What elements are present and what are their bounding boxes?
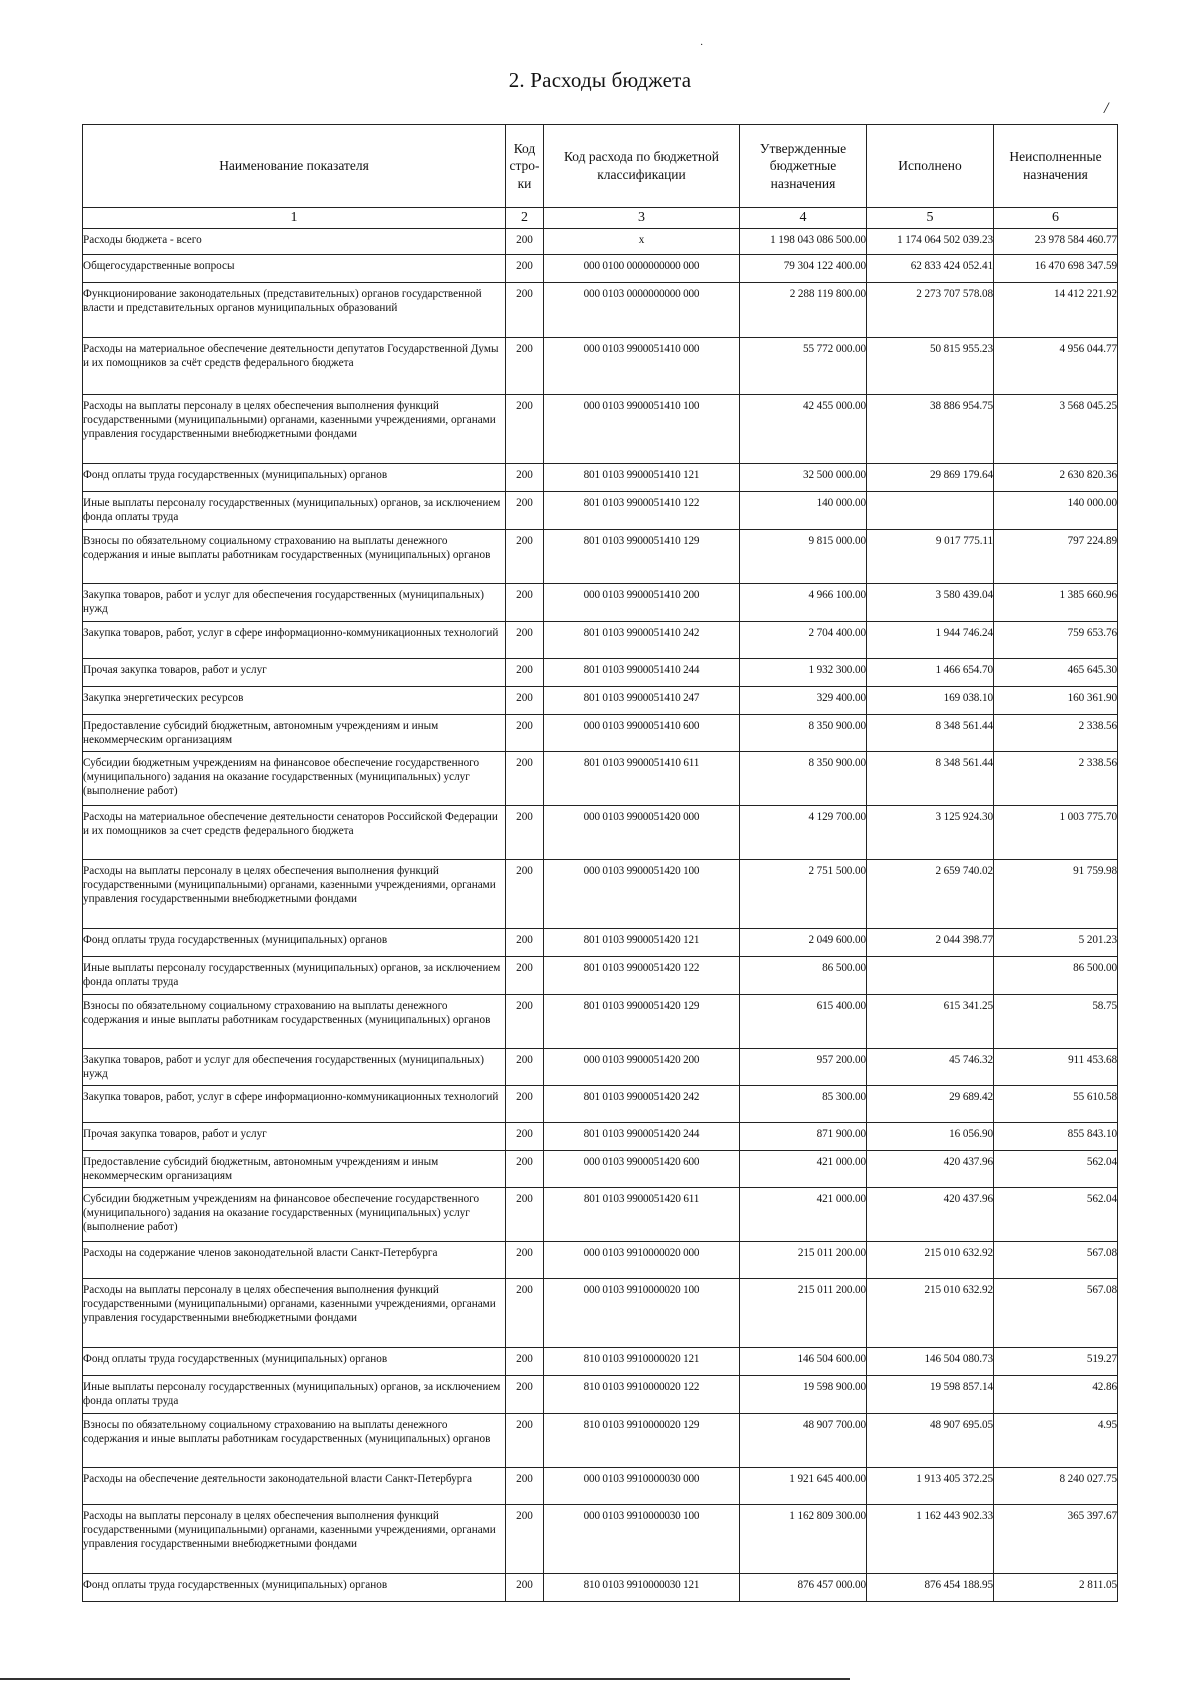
column-number: 2 <box>506 208 544 229</box>
row-indicator-name: Взносы по обязательному социальному страхованию на выплаты денежного содержания и иные выплаты работникам государственных (муниципальных) органов <box>83 995 506 1049</box>
row-unexecuted-amount: 16 470 698 347.59 <box>994 255 1118 283</box>
row-line-code: 200 <box>506 338 544 395</box>
row-indicator-name: Фонд оплаты труда государственных (муниципальных) органов <box>83 929 506 957</box>
row-classification-code: 801 0103 9900051410 122 <box>544 492 740 530</box>
row-indicator-name: Предоставление субсидий бюджетным, автономным учреждениям и иным некоммерческим организациям <box>83 1151 506 1188</box>
row-line-code: 200 <box>506 1468 544 1505</box>
table-row <box>83 1414 1118 1468</box>
column-number-row <box>83 208 1118 229</box>
table-row <box>83 464 1118 492</box>
row-indicator-name: Функционирование законодательных (представительных) органов государственной власти и представительных органов муниципальных образований <box>83 283 506 338</box>
table-row <box>83 1574 1118 1602</box>
row-executed-amount: 2 659 740.02 <box>867 860 994 929</box>
row-line-code: 200 <box>506 1279 544 1348</box>
table-body <box>83 229 1118 1602</box>
table-row <box>83 283 1118 338</box>
row-indicator-name: Фонд оплаты труда государственных (муниципальных) органов <box>83 1348 506 1376</box>
row-classification-code: 801 0103 9900051420 122 <box>544 957 740 995</box>
row-indicator-name: Закупка товаров, работ, услуг в сфере информационно-коммуникационных технологий <box>83 1086 506 1123</box>
row-executed-amount: 146 504 080.73 <box>867 1348 994 1376</box>
row-unexecuted-amount: 759 653.76 <box>994 622 1118 659</box>
header-classification-code: Код расхода по бюджетной классификации <box>544 125 740 208</box>
row-approved-amount: 55 772 000.00 <box>740 338 867 395</box>
table-row <box>83 1348 1118 1376</box>
table-row <box>83 659 1118 687</box>
table-row <box>83 752 1118 806</box>
row-executed-amount: 45 746.32 <box>867 1049 994 1086</box>
row-unexecuted-amount: 5 201.23 <box>994 929 1118 957</box>
row-approved-amount: 1 921 645 400.00 <box>740 1468 867 1505</box>
row-unexecuted-amount: 3 568 045.25 <box>994 395 1118 464</box>
row-line-code: 200 <box>506 687 544 715</box>
row-indicator-name: Фонд оплаты труда государственных (муниципальных) органов <box>83 464 506 492</box>
row-classification-code: 810 0103 9910000020 121 <box>544 1348 740 1376</box>
row-classification-code: 801 0103 9900051420 244 <box>544 1123 740 1151</box>
row-classification-code: 000 0103 9910000020 000 <box>544 1242 740 1279</box>
table-row <box>83 929 1118 957</box>
row-classification-code: 000 0103 9900051420 600 <box>544 1151 740 1188</box>
row-indicator-name: Субсидии бюджетным учреждениям на финансовое обеспечение государственного (муниципального) задания на оказание государственных (муниципальных) услуг (выполнение работ) <box>83 1188 506 1242</box>
table-row <box>83 492 1118 530</box>
row-line-code: 200 <box>506 395 544 464</box>
row-approved-amount: 19 598 900.00 <box>740 1376 867 1414</box>
table-row <box>83 229 1118 255</box>
expenditures-table <box>82 124 1118 1602</box>
row-approved-amount: 957 200.00 <box>740 1049 867 1086</box>
table-row <box>83 687 1118 715</box>
row-executed-amount: 420 437.96 <box>867 1188 994 1242</box>
row-indicator-name: Закупка товаров, работ и услуг для обеспечения государственных (муниципальных) нужд <box>83 584 506 622</box>
row-executed-amount: 876 454 188.95 <box>867 1574 994 1602</box>
row-executed-amount: 19 598 857.14 <box>867 1376 994 1414</box>
row-unexecuted-amount: 1 003 775.70 <box>994 806 1118 860</box>
row-classification-code: 000 0103 9900051410 100 <box>544 395 740 464</box>
row-executed-amount: 16 056.90 <box>867 1123 994 1151</box>
row-executed-amount: 29 689.42 <box>867 1086 994 1123</box>
table-row <box>83 1123 1118 1151</box>
row-approved-amount: 9 815 000.00 <box>740 530 867 584</box>
row-executed-amount: 50 815 955.23 <box>867 338 994 395</box>
row-executed-amount: 169 038.10 <box>867 687 994 715</box>
row-line-code: 200 <box>506 283 544 338</box>
row-approved-amount: 1 932 300.00 <box>740 659 867 687</box>
row-unexecuted-amount: 567.08 <box>994 1242 1118 1279</box>
row-classification-code: 801 0103 9900051410 247 <box>544 687 740 715</box>
row-line-code: 200 <box>506 530 544 584</box>
row-indicator-name: Субсидии бюджетным учреждениям на финансовое обеспечение государственного (муниципального) задания на оказание государственных (муниципальных) услуг (выполнение работ) <box>83 752 506 806</box>
row-approved-amount: 8 350 900.00 <box>740 715 867 752</box>
row-indicator-name: Иные выплаты персоналу государственных (муниципальных) органов, за исключением фонда оплаты труда <box>83 1376 506 1414</box>
row-classification-code: 000 0103 9900051420 200 <box>544 1049 740 1086</box>
row-unexecuted-amount: 91 759.98 <box>994 860 1118 929</box>
column-number: 5 <box>867 208 994 229</box>
table-row <box>83 338 1118 395</box>
row-line-code: 200 <box>506 715 544 752</box>
row-unexecuted-amount: 160 361.90 <box>994 687 1118 715</box>
row-line-code: 200 <box>506 806 544 860</box>
row-unexecuted-amount: 1 385 660.96 <box>994 584 1118 622</box>
table-row <box>83 1086 1118 1123</box>
row-executed-amount: 62 833 424 052.41 <box>867 255 994 283</box>
row-unexecuted-amount: 2 811.05 <box>994 1574 1118 1602</box>
row-executed-amount: 1 466 654.70 <box>867 659 994 687</box>
header-line-code: Код стро-ки <box>506 125 544 208</box>
row-unexecuted-amount: 42.86 <box>994 1376 1118 1414</box>
row-approved-amount: 871 900.00 <box>740 1123 867 1151</box>
row-classification-code: 810 0103 9910000020 129 <box>544 1414 740 1468</box>
row-classification-code: 801 0103 9900051420 129 <box>544 995 740 1049</box>
row-approved-amount: 8 350 900.00 <box>740 752 867 806</box>
row-approved-amount: 1 162 809 300.00 <box>740 1505 867 1574</box>
table-row <box>83 1468 1118 1505</box>
row-indicator-name: Фонд оплаты труда государственных (муниципальных) органов <box>83 1574 506 1602</box>
row-approved-amount: 421 000.00 <box>740 1151 867 1188</box>
header-executed: Исполнено <box>867 125 994 208</box>
table-row <box>83 1049 1118 1086</box>
row-approved-amount: 32 500 000.00 <box>740 464 867 492</box>
row-unexecuted-amount: 2 630 820.36 <box>994 464 1118 492</box>
row-classification-code: 801 0103 9900051420 242 <box>544 1086 740 1123</box>
row-classification-code: 000 0103 9900051410 600 <box>544 715 740 752</box>
row-classification-code: 000 0103 9900051420 000 <box>544 806 740 860</box>
row-unexecuted-amount: 797 224.89 <box>994 530 1118 584</box>
row-line-code: 200 <box>506 957 544 995</box>
row-indicator-name: Расходы бюджета - всего <box>83 229 506 255</box>
row-approved-amount: 2 704 400.00 <box>740 622 867 659</box>
row-unexecuted-amount: 14 412 221.92 <box>994 283 1118 338</box>
row-indicator-name: Расходы на обеспечение деятельности законодательной власти Санкт-Петербурга <box>83 1468 506 1505</box>
row-unexecuted-amount: 855 843.10 <box>994 1123 1118 1151</box>
row-executed-amount: 420 437.96 <box>867 1151 994 1188</box>
row-indicator-name: Расходы на выплаты персоналу в целях обеспечения выполнения функций государственными (муниципальными) органами, казенными учреждениями, органами управления государственными внебюджетными фондами <box>83 1279 506 1348</box>
row-classification-code: 810 0103 9910000030 121 <box>544 1574 740 1602</box>
table-row <box>83 622 1118 659</box>
row-line-code: 200 <box>506 464 544 492</box>
row-indicator-name: Закупка товаров, работ и услуг для обеспечения государственных (муниципальных) нужд <box>83 1049 506 1086</box>
row-line-code: 200 <box>506 584 544 622</box>
header-indicator-name: Наименование показателя <box>83 125 506 208</box>
row-executed-amount <box>867 492 994 530</box>
row-unexecuted-amount: 365 397.67 <box>994 1505 1118 1574</box>
row-executed-amount: 3 125 924.30 <box>867 806 994 860</box>
table-row <box>83 860 1118 929</box>
table-row <box>83 255 1118 283</box>
row-classification-code: 810 0103 9910000020 122 <box>544 1376 740 1414</box>
row-unexecuted-amount: 23 978 584 460.77 <box>994 229 1118 255</box>
row-executed-amount: 615 341.25 <box>867 995 994 1049</box>
row-executed-amount: 1 174 064 502 039.23 <box>867 229 994 255</box>
row-executed-amount: 1 162 443 902.33 <box>867 1505 994 1574</box>
row-indicator-name: Взносы по обязательному социальному страхованию на выплаты денежного содержания и иные выплаты работникам государственных (муниципальных) органов <box>83 530 506 584</box>
row-executed-amount <box>867 957 994 995</box>
row-line-code: 200 <box>506 622 544 659</box>
row-line-code: 200 <box>506 229 544 255</box>
row-approved-amount: 79 304 122 400.00 <box>740 255 867 283</box>
row-line-code: 200 <box>506 860 544 929</box>
table-row <box>83 1242 1118 1279</box>
row-line-code: 200 <box>506 492 544 530</box>
table-row <box>83 957 1118 995</box>
row-line-code: 200 <box>506 659 544 687</box>
row-approved-amount: 421 000.00 <box>740 1188 867 1242</box>
row-executed-amount: 8 348 561.44 <box>867 752 994 806</box>
row-unexecuted-amount: 4 956 044.77 <box>994 338 1118 395</box>
row-unexecuted-amount: 140 000.00 <box>994 492 1118 530</box>
row-classification-code: 000 0103 9900051410 000 <box>544 338 740 395</box>
row-executed-amount: 1 944 746.24 <box>867 622 994 659</box>
row-unexecuted-amount: 2 338.56 <box>994 752 1118 806</box>
row-executed-amount: 8 348 561.44 <box>867 715 994 752</box>
row-indicator-name: Расходы на материальное обеспечение деятельности депутатов Государственной Думы и их помощников за счёт средств федерального бюджета <box>83 338 506 395</box>
row-classification-code: 000 0103 9910000030 100 <box>544 1505 740 1574</box>
table-row <box>83 530 1118 584</box>
row-indicator-name: Закупка энергетических ресурсов <box>83 687 506 715</box>
row-classification-code: 801 0103 9900051410 611 <box>544 752 740 806</box>
row-line-code: 200 <box>506 1242 544 1279</box>
row-indicator-name: Расходы на материальное обеспечение деятельности сенаторов Российской Федерации и их помощников за счет средств федерального бюджета <box>83 806 506 860</box>
row-line-code: 200 <box>506 1049 544 1086</box>
row-classification-code: 000 0103 9900051410 200 <box>544 584 740 622</box>
row-line-code: 200 <box>506 1188 544 1242</box>
row-unexecuted-amount: 562.04 <box>994 1151 1118 1188</box>
row-approved-amount: 876 457 000.00 <box>740 1574 867 1602</box>
row-line-code: 200 <box>506 995 544 1049</box>
table-row <box>83 1279 1118 1348</box>
row-indicator-name: Взносы по обязательному социальному страхованию на выплаты денежного содержания и иные выплаты работникам государственных (муниципальных) органов <box>83 1414 506 1468</box>
row-unexecuted-amount: 58.75 <box>994 995 1118 1049</box>
column-number: 3 <box>544 208 740 229</box>
row-approved-amount: 4 129 700.00 <box>740 806 867 860</box>
row-executed-amount: 3 580 439.04 <box>867 584 994 622</box>
row-classification-code: 000 0103 9900051420 100 <box>544 860 740 929</box>
row-unexecuted-amount: 911 453.68 <box>994 1049 1118 1086</box>
row-classification-code: 801 0103 9900051420 121 <box>544 929 740 957</box>
row-executed-amount: 38 886 954.75 <box>867 395 994 464</box>
row-line-code: 200 <box>506 1574 544 1602</box>
row-unexecuted-amount: 8 240 027.75 <box>994 1468 1118 1505</box>
column-number: 1 <box>83 208 506 229</box>
row-approved-amount: 48 907 700.00 <box>740 1414 867 1468</box>
table-row <box>83 1151 1118 1188</box>
row-classification-code: x <box>544 229 740 255</box>
row-executed-amount: 215 010 632.92 <box>867 1242 994 1279</box>
row-unexecuted-amount: 2 338.56 <box>994 715 1118 752</box>
row-unexecuted-amount: 55 610.58 <box>994 1086 1118 1123</box>
row-line-code: 200 <box>506 752 544 806</box>
row-unexecuted-amount: 567.08 <box>994 1279 1118 1348</box>
row-indicator-name: Прочая закупка товаров, работ и услуг <box>83 1123 506 1151</box>
row-approved-amount: 215 011 200.00 <box>740 1242 867 1279</box>
row-executed-amount: 2 273 707 578.08 <box>867 283 994 338</box>
row-approved-amount: 140 000.00 <box>740 492 867 530</box>
row-classification-code: 801 0103 9900051410 244 <box>544 659 740 687</box>
row-classification-code: 801 0103 9900051410 242 <box>544 622 740 659</box>
row-line-code: 200 <box>506 1505 544 1574</box>
table-row <box>83 715 1118 752</box>
row-classification-code: 801 0103 9900051420 611 <box>544 1188 740 1242</box>
row-approved-amount: 2 288 119 800.00 <box>740 283 867 338</box>
row-line-code: 200 <box>506 1348 544 1376</box>
row-approved-amount: 215 011 200.00 <box>740 1279 867 1348</box>
row-executed-amount: 48 907 695.05 <box>867 1414 994 1468</box>
table-row <box>83 1505 1118 1574</box>
row-unexecuted-amount: 4.95 <box>994 1414 1118 1468</box>
row-unexecuted-amount: 519.27 <box>994 1348 1118 1376</box>
row-unexecuted-amount: 465 645.30 <box>994 659 1118 687</box>
column-number: 4 <box>740 208 867 229</box>
table-row <box>83 1188 1118 1242</box>
row-indicator-name: Расходы на содержание членов законодательной власти Санкт-Петербурга <box>83 1242 506 1279</box>
column-number: 6 <box>994 208 1118 229</box>
bottom-divider <box>0 1678 850 1680</box>
row-approved-amount: 146 504 600.00 <box>740 1348 867 1376</box>
page-title: 2. Расходы бюджета <box>508 68 692 92</box>
row-line-code: 200 <box>506 1086 544 1123</box>
row-executed-amount: 29 869 179.64 <box>867 464 994 492</box>
row-classification-code: 000 0103 0000000000 000 <box>544 283 740 338</box>
table-row <box>83 1376 1118 1414</box>
row-approved-amount: 329 400.00 <box>740 687 867 715</box>
row-executed-amount: 215 010 632.92 <box>867 1279 994 1348</box>
row-classification-code: 000 0103 9910000030 000 <box>544 1468 740 1505</box>
row-indicator-name: Иные выплаты персоналу государственных (муниципальных) органов, за исключением фонда оплаты труда <box>83 957 506 995</box>
row-line-code: 200 <box>506 1123 544 1151</box>
row-classification-code: 801 0103 9900051410 129 <box>544 530 740 584</box>
row-indicator-name: Расходы на выплаты персоналу в целях обеспечения выполнения функций государственными (муниципальными) органами, казенными учреждениями, органами управления государственными внебюджетными фондами <box>83 1505 506 1574</box>
row-line-code: 200 <box>506 1414 544 1468</box>
row-unexecuted-amount: 562.04 <box>994 1188 1118 1242</box>
row-executed-amount: 9 017 775.11 <box>867 530 994 584</box>
scan-dot: · <box>700 40 704 51</box>
row-classification-code: 000 0103 9910000020 100 <box>544 1279 740 1348</box>
row-approved-amount: 1 198 043 086 500.00 <box>740 229 867 255</box>
table-row <box>83 395 1118 464</box>
row-executed-amount: 1 913 405 372.25 <box>867 1468 994 1505</box>
row-approved-amount: 615 400.00 <box>740 995 867 1049</box>
table-header-row <box>83 125 1118 208</box>
row-classification-code: 801 0103 9900051410 121 <box>544 464 740 492</box>
row-unexecuted-amount: 86 500.00 <box>994 957 1118 995</box>
row-indicator-name: Общегосударственные вопросы <box>83 255 506 283</box>
row-line-code: 200 <box>506 1151 544 1188</box>
row-indicator-name: Предоставление субсидий бюджетным, автономным учреждениям и иным некоммерческим организациям <box>83 715 506 752</box>
row-line-code: 200 <box>506 929 544 957</box>
row-indicator-name: Закупка товаров, работ, услуг в сфере информационно-коммуникационных технологий <box>83 622 506 659</box>
row-executed-amount: 2 044 398.77 <box>867 929 994 957</box>
row-indicator-name: Расходы на выплаты персоналу в целях обеспечения выполнения функций государственными (муниципальными) органами, казенными учреждениями, органами управления государственными внебюджетными фондами <box>83 860 506 929</box>
row-indicator-name: Прочая закупка товаров, работ и услуг <box>83 659 506 687</box>
form-mark: / <box>1104 100 1109 117</box>
row-approved-amount: 42 455 000.00 <box>740 395 867 464</box>
row-indicator-name: Иные выплаты персоналу государственных (муниципальных) органов, за исключением фонда оплаты труда <box>83 492 506 530</box>
row-line-code: 200 <box>506 255 544 283</box>
row-approved-amount: 4 966 100.00 <box>740 584 867 622</box>
row-approved-amount: 85 300.00 <box>740 1086 867 1123</box>
header-approved: Утвержденные бюджетные назначения <box>740 125 867 208</box>
row-approved-amount: 2 751 500.00 <box>740 860 867 929</box>
row-approved-amount: 86 500.00 <box>740 957 867 995</box>
table-row <box>83 995 1118 1049</box>
row-line-code: 200 <box>506 1376 544 1414</box>
table-row <box>83 584 1118 622</box>
table-row <box>83 806 1118 860</box>
row-indicator-name: Расходы на выплаты персоналу в целях обеспечения выполнения функций государственными (муниципальными) органами, казенными учреждениями, органами управления государственными внебюджетными фондами <box>83 395 506 464</box>
header-unexecuted: Неисполненные назначения <box>994 125 1118 208</box>
row-classification-code: 000 0100 0000000000 000 <box>544 255 740 283</box>
row-approved-amount: 2 049 600.00 <box>740 929 867 957</box>
